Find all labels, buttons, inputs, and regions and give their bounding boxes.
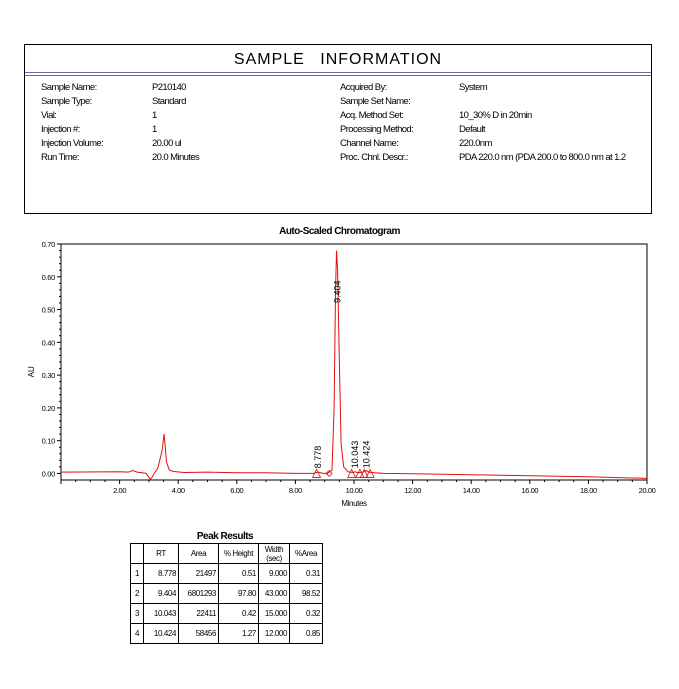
x-tick-label: 10.00	[345, 486, 363, 495]
y-tick-label: 0.20	[41, 403, 55, 413]
x-tick-label: 20.00	[638, 486, 656, 495]
area-percent-cell: 98.52	[290, 584, 323, 604]
chart-title: Auto-Scaled Chromatogram	[279, 226, 400, 237]
row-index: 4	[131, 624, 144, 644]
run-time-label: Run Time:	[41, 152, 79, 163]
sample-type-value: Standard	[152, 96, 186, 107]
y-tick-label: 0.10	[41, 436, 55, 446]
peak-label: 10.043	[350, 440, 361, 469]
header-area-percent: %Area	[290, 544, 323, 564]
processing-method-value: Default	[459, 124, 485, 135]
vial-label: Vial:	[41, 110, 57, 121]
area-percent-cell: 0.32	[290, 604, 323, 624]
row-index: 3	[131, 604, 144, 624]
x-tick-label: 8.00	[288, 486, 302, 495]
width-cell: 12.000	[259, 624, 290, 644]
table-row	[131, 604, 323, 624]
peak-results-table	[130, 543, 323, 644]
height-cell: 0.42	[219, 604, 259, 624]
title-divider-2	[25, 75, 651, 76]
rt-cell: 8.778	[144, 564, 179, 584]
injection-volume-label: Injection Volume:	[41, 138, 104, 149]
x-tick-label: 16.00	[521, 486, 539, 495]
height-cell: 0.51	[219, 564, 259, 584]
injection-volume-value: 20.00 ul	[152, 138, 182, 149]
acq-method-set-label: Acq. Method Set:	[340, 110, 404, 121]
acquired-by-value: System	[459, 82, 488, 93]
sample-information-title: SAMPLE INFORMATION	[233, 51, 443, 68]
table-row	[131, 564, 323, 584]
chromatogram-chart	[0, 238, 679, 513]
x-tick-label: 4.00	[171, 486, 185, 495]
proc-chnl-descr-label: Proc. Chnl. Descr.:	[340, 152, 408, 163]
peak-label: 8.778	[313, 445, 324, 469]
x-tick-label: 14.00	[462, 486, 480, 495]
sample-type-label: Sample Type:	[41, 96, 92, 107]
y-tick-label: 0.30	[41, 371, 55, 381]
table-row	[131, 624, 323, 644]
acq-method-set-value: 10_30% D in 20min	[459, 110, 532, 121]
run-time-value: 20.0 Minutes	[152, 152, 200, 163]
injection-number-label: Injection #:	[41, 124, 80, 135]
sample-name-label: Sample Name:	[41, 82, 97, 93]
row-index: 2	[131, 584, 144, 604]
sample-information-panel	[24, 44, 652, 214]
table-header-row	[131, 544, 323, 564]
y-axis-label: AU	[27, 366, 36, 378]
header-rt: RT	[144, 544, 179, 564]
header-height: % Height	[219, 544, 259, 564]
x-axis-label: Minutes	[341, 499, 367, 508]
area-cell: 58456	[179, 624, 219, 644]
row-index: 1	[131, 564, 144, 584]
rt-cell: 10.424	[144, 624, 179, 644]
y-tick-label: 0.40	[41, 338, 55, 348]
width-cell: 9.000	[259, 564, 290, 584]
rt-cell: 9.404	[144, 584, 179, 604]
proc-chnl-descr-value: PDA 220.0 nm (PDA 200.0 to 800.0 nm at 1.2	[459, 152, 626, 163]
injection-number-value: 1	[152, 124, 157, 135]
y-tick-label: 0.50	[41, 305, 55, 315]
height-cell: 1.27	[219, 624, 259, 644]
peak-label: 9.404	[332, 280, 343, 303]
area-cell: 21497	[179, 564, 219, 584]
x-tick-label: 6.00	[230, 486, 244, 495]
sample-name-value: P210140	[152, 82, 186, 93]
acquired-by-label: Acquired By:	[340, 82, 387, 93]
vial-value: 1	[152, 110, 157, 121]
channel-name-value: 220.0nm	[459, 138, 492, 149]
area-cell: 22411	[179, 604, 219, 624]
x-tick-label: 18.00	[580, 486, 597, 495]
header-width: Width (sec)	[259, 544, 290, 564]
x-tick-label: 12.00	[404, 486, 421, 495]
header-index	[131, 544, 144, 564]
x-tick-label: 2.00	[113, 486, 127, 495]
rt-cell: 10.043	[144, 604, 179, 624]
peak-start-marker	[348, 469, 356, 477]
width-cell: 43.000	[259, 584, 290, 604]
area-percent-cell: 0.31	[290, 564, 323, 584]
area-percent-cell: 0.85	[290, 624, 323, 644]
y-tick-label: 0.60	[41, 272, 55, 282]
peak-label: 10.424	[361, 440, 372, 469]
area-cell: 6801293	[179, 584, 219, 604]
y-tick-label: 0.00	[41, 469, 55, 479]
y-tick-label: 0.70	[41, 240, 55, 249]
width-cell: 15.000	[259, 604, 290, 624]
height-cell: 97.80	[219, 584, 259, 604]
title-divider	[25, 72, 651, 73]
sample-set-name-label: Sample Set Name:	[340, 96, 411, 107]
peak-results-title: Peak Results	[196, 531, 254, 542]
table-row	[131, 584, 323, 604]
channel-name-label: Channel Name:	[340, 138, 399, 149]
processing-method-label: Processing Method:	[340, 124, 414, 135]
header-area: Area	[179, 544, 219, 564]
